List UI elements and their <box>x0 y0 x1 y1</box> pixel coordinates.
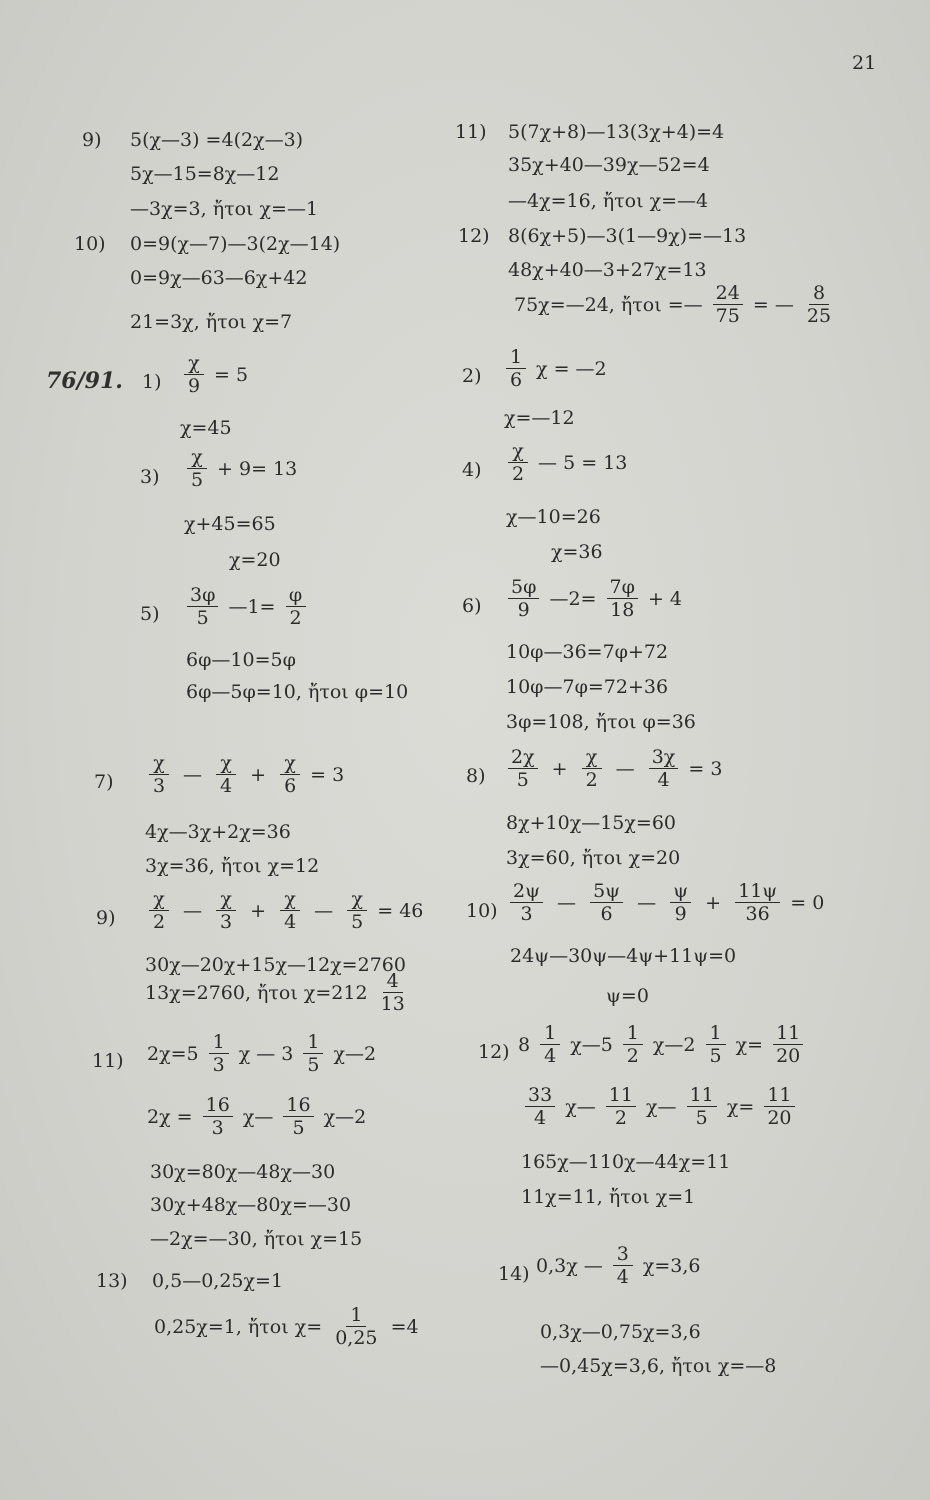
equation-line: 8(6χ+5)—3(1—9χ)=—13 <box>508 225 747 247</box>
fraction: $\frac{7\varphi}{18}$ <box>607 576 638 621</box>
equation-line: χ=—12 <box>504 407 575 429</box>
equation-line: 0=9(χ—7)—3(2χ—14) <box>130 233 341 255</box>
equation-line: 4χ—3χ+2χ=36 <box>145 821 291 843</box>
equation-line: $\frac{2\chi}{5}$ + $\frac{\chi}{2}$ — $\frac{3\chi}{4}$ = 3 <box>504 746 722 806</box>
exercise-number: 10) <box>74 233 106 255</box>
equation-line: —2χ=—30, ἤτοι χ=15 <box>150 1228 363 1250</box>
fraction: $\frac{\chi}{5}$ <box>347 888 367 933</box>
section-label: 76/91. <box>46 368 123 394</box>
exercise-number: 3) <box>140 466 160 488</box>
exercise-number: 8) <box>466 765 486 787</box>
exercise-number: 5) <box>140 603 160 625</box>
exercise-number: 14) <box>498 1263 530 1285</box>
equation-line: χ+45=65 <box>184 513 276 535</box>
equation-line: $\frac{5\varphi}{9}$ —2= $\frac{7\varphi}{18}$ + 4 <box>504 576 682 636</box>
exercise-number: 12) <box>458 225 490 247</box>
exercise-number: 7) <box>94 771 114 793</box>
equation-line: 30χ+48χ—80χ=—30 <box>150 1194 352 1216</box>
exercise-number: 12) <box>478 1041 510 1063</box>
fraction: $\frac{\chi}{4}$ <box>216 752 236 797</box>
equation-line: 10φ—7φ=72+36 <box>506 676 669 698</box>
fraction: $\frac{\chi}{2}$ <box>508 440 528 485</box>
equation-line: 3χ=60, ἤτοι χ=20 <box>506 847 681 869</box>
equation-line: 30χ—20χ+15χ—12χ=2760 <box>145 954 406 976</box>
equation-line: —3χ=3, ἤτοι χ=—1 <box>130 198 319 220</box>
fraction: $\frac{11}{20}$ <box>773 1022 803 1067</box>
equation-line: 3χ=36, ἤτοι χ=12 <box>145 855 320 877</box>
fraction: $\frac{1}{0,25}$ <box>335 1304 378 1349</box>
equation-line: 21=3χ, ἤτοι χ=7 <box>130 311 293 333</box>
fraction: $\frac{5\psi}{6}$ <box>590 880 623 925</box>
equation-line: —4χ=16, ἤτοι χ=—4 <box>508 190 709 212</box>
equation-line: 11χ=11, ἤτοι χ=1 <box>521 1186 696 1208</box>
exercise-number: 6) <box>462 595 482 617</box>
fraction: $\frac{24}{75}$ <box>713 282 743 327</box>
fraction: $\frac{\chi}{6}$ <box>280 752 300 797</box>
fraction: $\frac{11}{20}$ <box>764 1084 794 1129</box>
equation-line: 5(7χ+8)—13(3χ+4)=4 <box>508 121 725 143</box>
equation-line: χ—10=26 <box>506 506 601 528</box>
fraction: $\frac{1}{6}$ <box>506 346 526 391</box>
exercise-number: 9) <box>96 907 116 929</box>
equation-line: 0,3χ — $\frac{3}{4}$ χ=3,6 <box>536 1243 701 1288</box>
fraction: $\frac{16}{5}$ <box>283 1094 313 1139</box>
fraction: $\frac{1}{4}$ <box>540 1022 560 1067</box>
equation-line: 0=9χ—63—6χ+42 <box>130 267 308 289</box>
fraction: $\frac{\chi}{4}$ <box>280 888 300 933</box>
equation-line: $\frac{\chi}{3}$ — $\frac{\chi}{4}$ + $\frac{\chi}{6}$ = 3 <box>145 752 344 812</box>
fraction: $\frac{2\psi}{3}$ <box>510 880 543 925</box>
equation-line: 48χ+40—3+27χ=13 <box>508 259 707 281</box>
fraction: $\frac{11}{5}$ <box>687 1084 717 1129</box>
fraction: $\frac{1}{5}$ <box>303 1031 323 1076</box>
exercise-number: 2) <box>462 365 482 387</box>
equation-line: 8χ+10χ—15χ=60 <box>506 812 676 834</box>
equation-line: 0,25χ=1, ἤτοι χ= $\frac{1}{0,25}$ =4 <box>154 1304 419 1349</box>
fraction: $\frac{3\varphi}{5}$ <box>187 584 218 629</box>
equation-line: 5χ—15=8χ—12 <box>130 163 280 185</box>
fraction: $\frac{\chi}{3}$ <box>216 888 236 933</box>
fraction: $\frac{16}{3}$ <box>203 1094 233 1139</box>
fraction: $\frac{\chi}{9}$ <box>184 352 204 397</box>
exercise-number: 11) <box>455 121 487 143</box>
fraction: $\frac{\chi}{2}$ <box>582 746 602 791</box>
fraction: $\frac{1}{5}$ <box>706 1022 726 1067</box>
equation-line: $\frac{2\psi}{3}$ — $\frac{5\psi}{6}$ — $\frac{\psi}{9}$ + $\frac{11\psi}{36}$ = 0 <box>506 880 824 940</box>
equation-line: $\frac{3\varphi}{5}$ —1= $\frac{\varphi}{2}$ <box>183 584 310 644</box>
exercise-number: 11) <box>92 1050 124 1072</box>
equation-line: $\frac{\chi}{9}$ = 5 <box>180 352 248 412</box>
equation-line: 165χ—110χ—44χ=11 <box>521 1151 731 1173</box>
fraction: $\frac{3}{4}$ <box>613 1243 633 1288</box>
fraction: $\frac{\chi}{3}$ <box>149 752 169 797</box>
equation-line: 10φ—36=7φ+72 <box>506 641 669 663</box>
equation-line: 30χ=80χ—48χ—30 <box>150 1161 336 1183</box>
fraction: $\frac{4}{13}$ <box>380 970 405 1015</box>
equation-line: 6φ—5φ=10, ἤτοι φ=10 <box>186 681 409 703</box>
fraction: $\frac{2\chi}{5}$ <box>508 746 538 791</box>
equation-line: 75χ=—24, ἤτοι =— $\frac{24}{75}$ = — $\frac{8}{25}$ <box>514 282 838 342</box>
fraction: $\frac{8}{25}$ <box>806 282 832 327</box>
fraction: $\frac{\varphi}{2}$ <box>286 584 306 629</box>
fraction: $\frac{11}{2}$ <box>606 1084 636 1129</box>
equation-line: 3φ=108, ἤτοι φ=36 <box>506 711 696 733</box>
equation-line: 2χ=5 $\frac{1}{3}$ χ — 3 $\frac{1}{5}$ χ—2 <box>147 1031 377 1076</box>
equation-line: 6φ—10=5φ <box>186 649 296 671</box>
equation-line: 24ψ—30ψ—4ψ+11ψ=0 <box>510 945 737 967</box>
equation-line: 13χ=2760, ἤτοι χ=212 $\frac{4}{13}$ <box>145 970 412 1030</box>
exercise-number: 10) <box>466 900 498 922</box>
exercise-number: 9) <box>82 129 102 151</box>
page-number: 21 <box>852 52 877 74</box>
equation-line: $\frac{\chi}{5}$ + 9= 13 <box>183 446 297 506</box>
equation-line: $\frac{\chi}{2}$ — 5 = 13 <box>504 440 627 500</box>
exercise-number: 13) <box>96 1270 128 1292</box>
equation-line: $\frac{1}{6}$ χ = —2 <box>502 346 607 406</box>
equation-line: $\frac{33}{4}$ χ— $\frac{11}{2}$ χ— $\frac{11}{5}$ χ= $\frac{11}{20}$ <box>521 1084 799 1144</box>
equation-line: χ=36 <box>551 541 603 563</box>
fraction: $\frac{1}{2}$ <box>623 1022 643 1067</box>
equation-line: 5(χ—3) =4(2χ—3) <box>130 129 304 151</box>
equation-line: 0,3χ—0,75χ=3,6 <box>540 1321 701 1343</box>
equation-line: 35χ+40—39χ—52=4 <box>508 154 710 176</box>
exercise-number: 4) <box>462 459 482 481</box>
fraction: $\frac{3\chi}{4}$ <box>649 746 679 791</box>
equation-line: ψ=0 <box>606 985 649 1007</box>
fraction: $\frac{33}{4}$ <box>525 1084 555 1129</box>
fraction: $\frac{\psi}{9}$ <box>670 880 691 925</box>
fraction: $\frac{1}{3}$ <box>209 1031 229 1076</box>
equation-line: $\frac{\chi}{2}$ — $\frac{\chi}{3}$ + $\frac{\chi}{4}$ — $\frac{\chi}{5}$ = 46 <box>145 888 423 948</box>
fraction: $\frac{5\varphi}{9}$ <box>508 576 539 621</box>
fraction: $\frac{11\psi}{36}$ <box>735 880 780 925</box>
fraction: $\frac{\chi}{5}$ <box>187 446 207 491</box>
equation-line: —0,45χ=3,6, ἤτοι χ=—8 <box>540 1355 777 1377</box>
fraction: $\frac{\chi}{2}$ <box>149 888 169 933</box>
equation-line: 0,5—0,25χ=1 <box>152 1270 284 1292</box>
equation-line: 8 $\frac{1}{4}$ χ—5 $\frac{1}{2}$ χ—2 $\frac{1}{5}$ χ= $\frac{11}{20}$ <box>518 1022 807 1082</box>
equation-line: χ=20 <box>229 549 281 571</box>
equation-line: 2χ = $\frac{16}{3}$ χ— $\frac{16}{5}$ χ—2 <box>147 1094 367 1139</box>
exercise-number: 1) <box>142 371 162 393</box>
equation-line: χ=45 <box>180 417 232 439</box>
